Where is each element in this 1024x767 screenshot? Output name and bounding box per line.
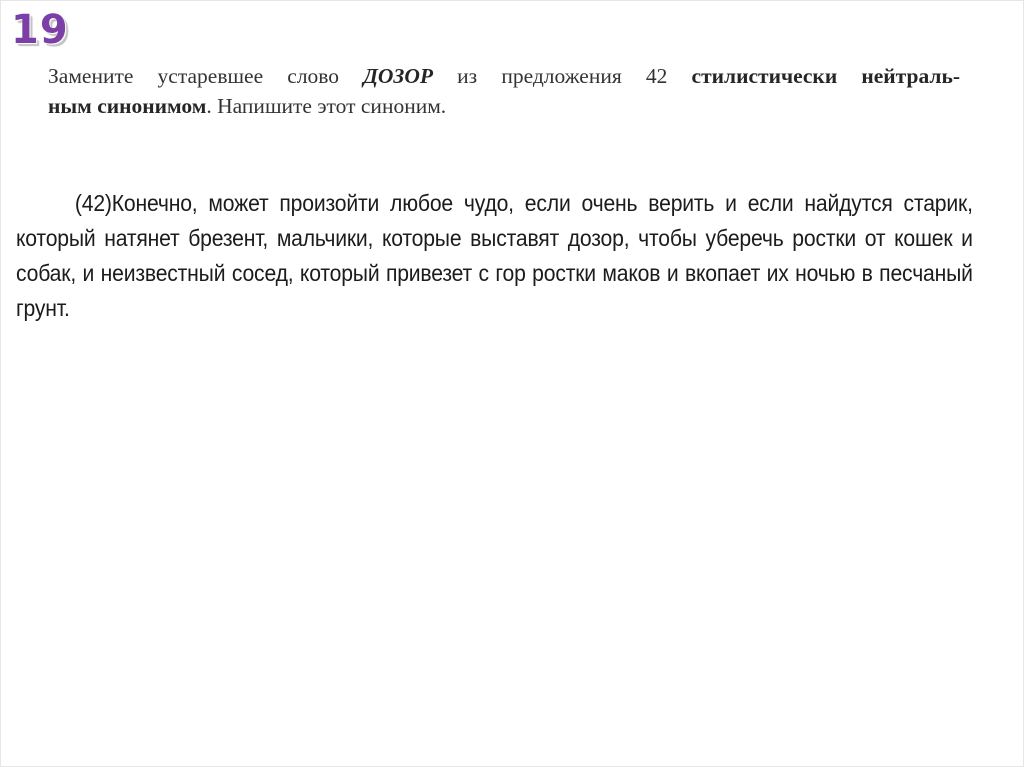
task-keyword: ДОЗОР — [363, 64, 434, 88]
task-text-part2: из предложения 42 — [433, 64, 692, 88]
task-bold-phrase-2: ным синонимом — [48, 94, 207, 118]
source-excerpt — [16, 186, 973, 326]
task-line-1 — [48, 61, 960, 91]
task-bold-phrase-1: стилистически нейтраль- — [691, 64, 960, 88]
task-text-part1: Замените устаревшее слово — [48, 64, 364, 88]
excerpt-paragraph: (42)Конечно, может произойти любое чудо, если очень верить и если найдутся старик, который натянет брезент, мальчики, которые выставят дозор, чтобы уберечь ростки от кошек и собак, и неизвестный сосед, который привезет с гор ростки маков и вкопает их ночью в песчаный грунт. — [16, 190, 973, 321]
slide-number: 19 — [11, 7, 69, 53]
task-instruction — [48, 61, 960, 121]
task-text-part3: . Напишите этот синоним. — [206, 94, 447, 118]
task-line-2 — [48, 91, 960, 121]
